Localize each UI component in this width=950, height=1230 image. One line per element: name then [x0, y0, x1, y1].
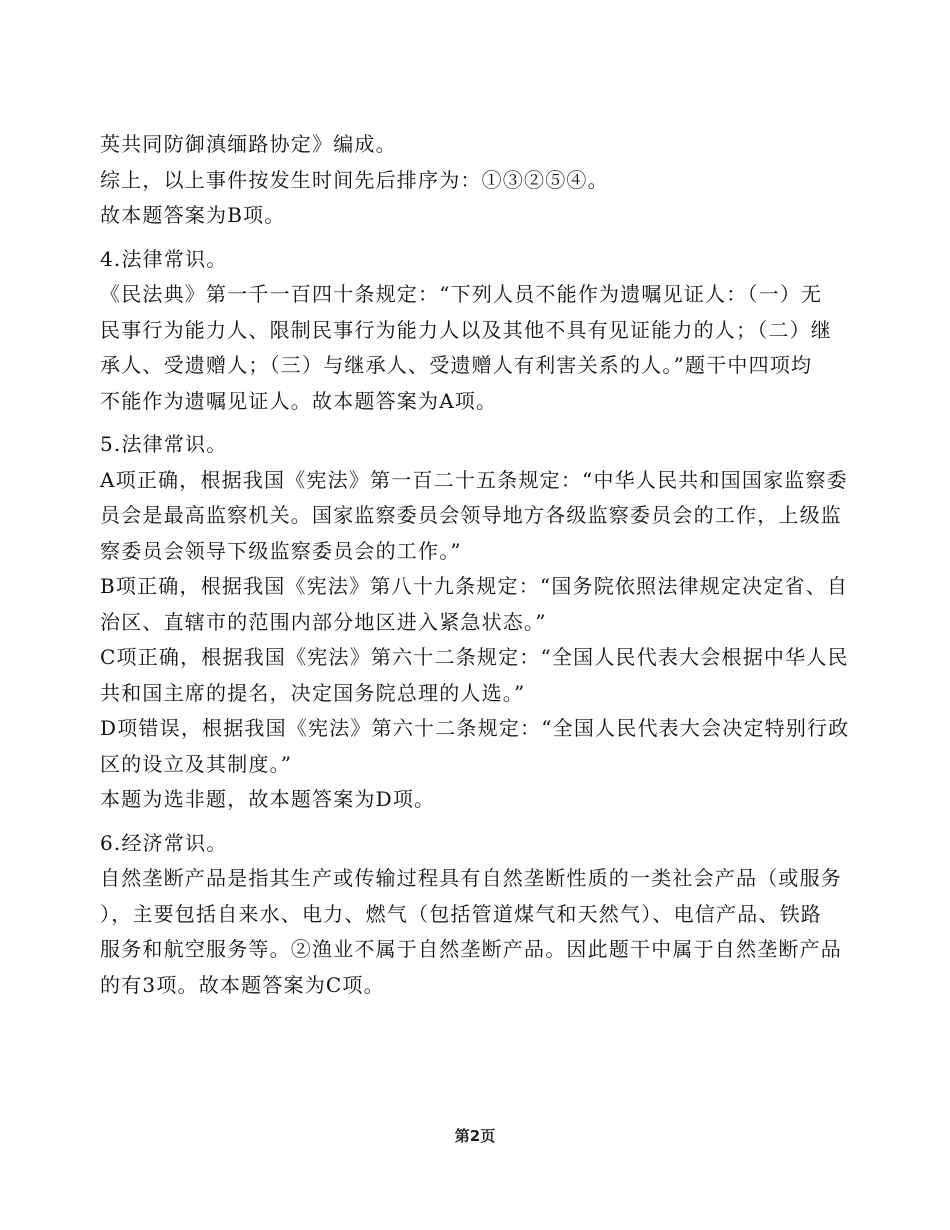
text-line: D项错误，根据我国《宪法》第六十二条规定：“全国人民代表大会决定特别行政 [100, 716, 850, 740]
text-line: 英共同防御滇缅路协定》编成。 [100, 132, 397, 156]
text-line: 不能作为遗嘱见证人。故本题答案为A项。 [100, 388, 498, 413]
text-line: C项正确，根据我国《宪法》第六十二条规定：“全国人民代表大会根据中华人民 [100, 645, 849, 669]
section-6 [100, 826, 875, 1004]
text-line: 承人、受遗赠人；（三）与继承人、受遗赠人有利害关系的人。”题干中四项均 [100, 353, 813, 377]
document-body [100, 127, 875, 1003]
text-line: ），主要包括自来水、电力、燃气（包括管道煤气和天然气）、电信产品、铁路 [100, 901, 822, 926]
text-line: 服务和航空服务等。②渔业不属于自然垄断产品。因此题干中属于自然垄断产品 [100, 937, 842, 961]
section-5 [100, 427, 875, 818]
text-line: 综上，以上事件按发生时间先后排序为：①③②⑤④。 [100, 167, 609, 192]
text-line: 区的设立及其制度。” [100, 751, 293, 776]
section-4 [100, 242, 875, 420]
text-line: A项正确，根据我国《宪法》第一百二十五条规定：“中华人民共和国国家监察委 [100, 467, 848, 492]
text-line: 的有3项。故本题答案为C项。 [100, 972, 385, 997]
text-line: 治区、直辖市的范围内部分地区进入紧急状态。” [100, 609, 547, 634]
text-line: 故本题答案为B项。 [100, 203, 286, 227]
text-line: 察委员会领导下级监察委员会的工作。” [100, 538, 462, 563]
text-line: 员会是最高监察机关。国家监察委员会领导地方各级监察委员会的工作，上级监 [100, 503, 842, 527]
text-line: 自然垄断产品是指其生产或传输过程具有自然垄断性质的一类社会产品（或服务 [100, 866, 842, 890]
text-line: 民事行为能力人、限制民事行为能力人以及其他不具有见证能力的人；（二）继 [100, 317, 832, 342]
section-heading: 4.法律常识。 [100, 246, 228, 271]
page-number: 第2页 [454, 1127, 496, 1145]
text-line: 本题为选非题，故本题答案为D项。 [100, 787, 436, 811]
text-line: 《民法典》第一千一百四十条规定：“下列人员不能作为遗嘱见证人：（一）无 [100, 282, 823, 306]
text-line: 共和国主席的提名，决定国务院总理的人选。” [100, 680, 526, 705]
section-heading: 5.法律常识。 [100, 432, 228, 456]
text-line: B项正确，根据我国《宪法》第八十九条规定：“国务院依照法律规定决定省、自 [100, 574, 849, 598]
intro-paragraph [100, 127, 875, 234]
section-heading: 6.经济常识。 [100, 830, 228, 855]
